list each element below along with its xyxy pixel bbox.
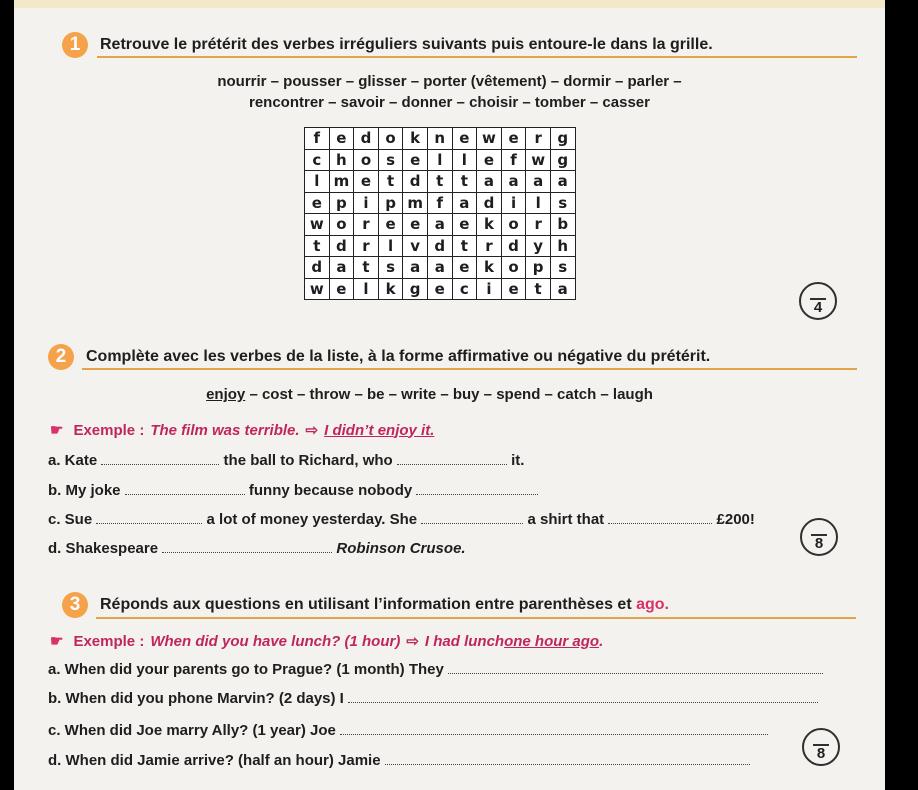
grid-cell[interactable]: t	[378, 171, 403, 193]
exercise-2-score	[800, 518, 838, 556]
grid-row	[305, 257, 576, 279]
blank-c3[interactable]	[608, 511, 712, 524]
blank-c2[interactable]	[421, 511, 523, 524]
item-c-text-2: a shirt that	[527, 511, 605, 528]
exercise-3-score-value: 8	[816, 745, 826, 762]
grid-cell[interactable]: f	[501, 149, 526, 171]
exercise-3-rule	[96, 617, 856, 619]
grid-cell[interactable]: c	[452, 278, 477, 300]
grid-cell[interactable]: w	[305, 214, 330, 236]
grid-cell[interactable]: v	[403, 235, 428, 257]
question-d: d. When did Jamie arrive? (half an hour) Jamie	[48, 752, 381, 769]
pointing-hand-icon-2: ☛	[50, 633, 64, 650]
answer-b[interactable]	[348, 690, 818, 703]
example-answer-end: .	[599, 632, 604, 650]
exercise-2-score-value: 8	[814, 535, 824, 552]
grid-cell[interactable]: p	[329, 192, 354, 214]
grid-row	[305, 128, 576, 150]
example-question: When did you have lunch? (1 hour)	[150, 632, 401, 650]
instruction-main: Réponds aux questions en utilisant l’information entre parenthèses et	[100, 596, 637, 613]
blank-d1[interactable]	[162, 540, 332, 553]
grid-cell[interactable]: a	[452, 192, 477, 214]
grid-cell[interactable]: p	[526, 257, 551, 279]
grid-cell[interactable]: k	[477, 214, 502, 236]
grid-cell[interactable]: e	[501, 128, 526, 150]
exercise-2-item-b	[48, 482, 538, 499]
exercise-3-example	[50, 632, 603, 650]
verb-enjoy: enjoy	[206, 386, 246, 403]
exercise-2-verb-list	[14, 386, 865, 403]
grid-cell[interactable]: l	[305, 171, 330, 193]
exercise-1-rule	[97, 56, 857, 58]
exercise-2-instruction: Complète avec les verbes de la liste, à la forme affirmative ou négative du prétérit.	[86, 348, 711, 365]
grid-cell[interactable]: r	[526, 128, 551, 150]
example-sentence: The film was terrible.	[150, 421, 300, 439]
grid-cell[interactable]: k	[477, 257, 502, 279]
grid-cell[interactable]: o	[501, 257, 526, 279]
grid-cell[interactable]: c	[305, 149, 330, 171]
example-answer-underlined: one hour ago	[504, 632, 600, 650]
grid-cell[interactable]: a	[477, 171, 502, 193]
grid-row	[305, 149, 576, 171]
exercise-1-header	[62, 32, 713, 58]
item-c-label: c. Sue	[48, 511, 93, 528]
item-b-text: funny because nobody	[248, 482, 413, 499]
grid-cell[interactable]: a	[427, 214, 452, 236]
grid-row	[305, 278, 576, 300]
answer-d[interactable]	[385, 752, 750, 765]
grid-cell[interactable]: s	[550, 192, 575, 214]
grid-cell[interactable]: a	[403, 257, 428, 279]
grid-cell[interactable]: s	[378, 149, 403, 171]
grid-cell[interactable]: e	[329, 128, 354, 150]
grid-cell[interactable]: o	[378, 128, 403, 150]
exercise-3-header	[62, 592, 669, 618]
grid-cell[interactable]: k	[378, 278, 403, 300]
exercise-2-item-a	[48, 452, 524, 469]
question-b: b. When did you phone Marvin? (2 days) I	[48, 690, 344, 707]
exercise-2-header	[48, 344, 710, 370]
verb-list-line-1: nourrir – pousser – glisser – porter (vêtement) – dormir – parler –	[217, 73, 682, 90]
exercise-2-example	[50, 421, 434, 439]
grid-cell[interactable]: o	[329, 214, 354, 236]
grid-cell[interactable]: i	[477, 278, 502, 300]
grid-cell[interactable]: h	[550, 235, 575, 257]
grid-cell[interactable]: s	[550, 257, 575, 279]
grid-cell[interactable]: k	[403, 128, 428, 150]
grid-cell[interactable]: b	[550, 214, 575, 236]
pointing-hand-icon: ☛	[50, 422, 64, 439]
exercise-3-item-a	[48, 661, 823, 678]
grid-cell[interactable]: t	[354, 257, 379, 279]
exercise-2-rule	[82, 368, 857, 370]
grid-cell[interactable]: g	[550, 149, 575, 171]
grid-cell[interactable]: a	[550, 171, 575, 193]
grid-cell[interactable]: d	[354, 128, 379, 150]
item-a-end: it.	[511, 452, 525, 469]
grid-cell[interactable]: y	[526, 235, 551, 257]
grid-cell[interactable]: n	[427, 128, 452, 150]
grid-cell[interactable]: r	[354, 235, 379, 257]
grid-cell[interactable]: f	[427, 192, 452, 214]
exercise-3-item-d	[48, 752, 750, 769]
grid-cell[interactable]: t	[452, 235, 477, 257]
exercise-1-score	[799, 282, 837, 320]
grid-cell[interactable]: r	[354, 214, 379, 236]
grid-cell[interactable]: d	[305, 257, 330, 279]
question-c: c. When did Joe marry Ally? (1 year) Joe	[48, 722, 336, 739]
grid-cell[interactable]: w	[526, 149, 551, 171]
exercise-3-item-b	[48, 690, 818, 707]
grid-cell[interactable]: t	[427, 171, 452, 193]
worksheet-page	[14, 0, 885, 790]
grid-cell[interactable]: e	[452, 128, 477, 150]
grid-cell[interactable]: e	[403, 149, 428, 171]
item-a-text: the ball to Richard, who	[223, 452, 393, 469]
exercise-2-number: 2	[48, 344, 74, 370]
item-d-label: d. Shakespeare	[48, 540, 159, 557]
grid-cell[interactable]: a	[526, 171, 551, 193]
exercise-1-number: 1	[62, 32, 88, 58]
example-label: Exemple :	[73, 421, 145, 439]
grid-row	[305, 214, 576, 236]
exercise-3-instruction	[100, 596, 669, 614]
answer-a[interactable]	[448, 661, 823, 674]
word-search-grid[interactable]	[304, 127, 576, 300]
arrow-icon-2: ⇨	[406, 633, 419, 650]
grid-cell[interactable]: e	[354, 171, 379, 193]
blank-a2[interactable]	[397, 452, 507, 465]
grid-cell[interactable]: e	[378, 214, 403, 236]
blank-b1[interactable]	[125, 482, 245, 495]
grid-cell[interactable]: d	[329, 235, 354, 257]
grid-cell[interactable]: t	[305, 235, 330, 257]
exercise-3-number: 3	[62, 592, 88, 618]
verb-list-rest: – cost – throw – be – write – buy – spend – catch – laugh	[245, 386, 653, 403]
grid-cell[interactable]: f	[305, 128, 330, 150]
grid-cell[interactable]: h	[329, 149, 354, 171]
grid-cell[interactable]: i	[354, 192, 379, 214]
grid-cell[interactable]: e	[403, 214, 428, 236]
grid-cell[interactable]: d	[501, 235, 526, 257]
exercise-2-item-c	[48, 511, 755, 528]
exercise-1-instruction: Retrouve le prétérit des verbes irréguliers suivants puis entoure-le dans la grille.	[100, 36, 713, 53]
grid-cell[interactable]: m	[329, 171, 354, 193]
item-c-text: a lot of money yesterday. She	[206, 511, 418, 528]
example-answer: I didn’t enjoy it.	[324, 421, 435, 439]
grid-row	[305, 171, 576, 193]
arrow-icon: ⇨	[305, 422, 319, 439]
grid-cell[interactable]: o	[501, 214, 526, 236]
exercise-2-item-d	[48, 540, 466, 557]
answer-c[interactable]	[340, 722, 768, 735]
grid-cell[interactable]: e	[501, 278, 526, 300]
grid-cell[interactable]: l	[526, 192, 551, 214]
blank-c1[interactable]	[96, 511, 202, 524]
grid-cell[interactable]: e	[305, 192, 330, 214]
grid-cell[interactable]: g	[403, 278, 428, 300]
top-color-band	[14, 0, 885, 8]
grid-cell[interactable]: i	[501, 192, 526, 214]
grid-cell[interactable]: t	[526, 278, 551, 300]
question-a: a. When did your parents go to Prague? (1 month) They	[48, 661, 444, 678]
blank-a1[interactable]	[101, 452, 219, 465]
grid-cell[interactable]: d	[403, 171, 428, 193]
grid-cell[interactable]: t	[452, 171, 477, 193]
grid-cell[interactable]: d	[477, 192, 502, 214]
item-a-label: a. Kate	[48, 452, 98, 469]
grid-cell[interactable]: e	[452, 257, 477, 279]
example-answer-start: I had lunch	[424, 632, 505, 650]
exercise-1-score-value: 4	[813, 299, 823, 316]
blank-b2[interactable]	[416, 482, 538, 495]
item-c-end: £200!	[716, 511, 755, 528]
grid-cell[interactable]: e	[329, 278, 354, 300]
grid-cell[interactable]: p	[378, 192, 403, 214]
exercise-3-item-c	[48, 722, 768, 739]
grid-cell[interactable]: e	[477, 149, 502, 171]
grid-cell[interactable]: w	[477, 128, 502, 150]
verb-list-line-2: rencontrer – savoir – donner – choisir – tomber – casser	[248, 94, 650, 111]
grid-cell[interactable]: m	[403, 192, 428, 214]
grid-row	[305, 192, 576, 214]
grid-cell[interactable]: l	[427, 149, 452, 171]
grid-cell[interactable]: g	[550, 128, 575, 150]
example-label-2: Exemple :	[73, 632, 145, 650]
grid-cell[interactable]: w	[305, 278, 330, 300]
grid-cell[interactable]: a	[427, 257, 452, 279]
grid-cell[interactable]: e	[427, 278, 452, 300]
grid-cell[interactable]: s	[378, 257, 403, 279]
grid-cell[interactable]: a	[329, 257, 354, 279]
item-d-end: Robinson Crusoe.	[336, 540, 466, 557]
grid-cell[interactable]: a	[501, 171, 526, 193]
item-b-label: b. My joke	[48, 482, 121, 499]
grid-cell[interactable]: d	[427, 235, 452, 257]
grid-cell[interactable]: r	[477, 235, 502, 257]
grid-cell[interactable]: r	[526, 214, 551, 236]
grid-cell[interactable]: l	[378, 235, 403, 257]
grid-cell[interactable]: o	[354, 149, 379, 171]
grid-row	[305, 235, 576, 257]
exercise-3-score	[802, 728, 840, 766]
grid-cell[interactable]: a	[550, 278, 575, 300]
grid-cell[interactable]: e	[452, 214, 477, 236]
instruction-ago: ago.	[636, 596, 669, 613]
grid-cell[interactable]: l	[354, 278, 379, 300]
grid-cell[interactable]: l	[452, 149, 477, 171]
